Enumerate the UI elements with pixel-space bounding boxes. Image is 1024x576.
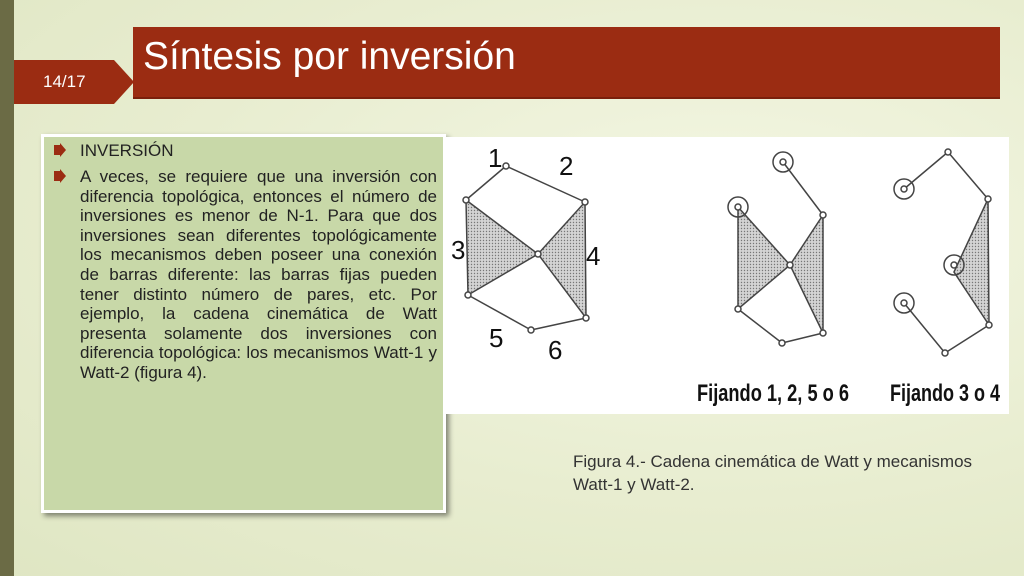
chain-label-5: 5 <box>489 323 504 353</box>
bullet-item <box>54 167 437 383</box>
title-bar <box>133 27 1000 99</box>
chain-label-4: 4 <box>586 241 601 271</box>
watt-2-mechanism <box>894 149 992 356</box>
bullet-heading: INVERSIÓN <box>80 141 174 160</box>
text-panel <box>41 134 446 513</box>
watt-1-mechanism <box>728 152 826 346</box>
slide-title: Síntesis por inversión <box>143 35 516 78</box>
slide-number: 14/17 <box>43 72 86 91</box>
watt-chain <box>463 163 589 333</box>
chain-label-1: 1 <box>488 143 503 173</box>
arrow-bullet-icon <box>54 143 66 157</box>
label-fix-3-4: Fijando 3 o 4 <box>890 380 1001 407</box>
slide-number-badge <box>14 60 134 104</box>
chain-label-3: 3 <box>451 235 466 265</box>
chain-label-6: 6 <box>548 335 563 365</box>
mechanism-diagram <box>443 137 1009 414</box>
figure-watt-chain <box>443 137 1009 414</box>
figure-caption: Figura 4.- Cadena cinemática de Watt y mecanismos Watt-1 y Watt-2. <box>573 452 973 494</box>
arrow-bullet-icon <box>54 169 66 183</box>
chain-label-2: 2 <box>559 151 574 181</box>
label-fix-1-2-5-6: Fijando 1, 2, 5 o 6 <box>697 380 849 407</box>
bullet-paragraph: A veces, se requiere que una inversión con diferencia topológica, entonces el número de inversiones es menor de N-1. Para que dos inversiones sean diferentes topológicamente los mecanismos deben poseer una conexión de barras diferente: las barras fijas pueden tener distinto número de pares, etc. Por ejemplo, la cadena cinemática de Watt presenta solamente dos inversiones con diferencia topológica: los mecanismos Watt-1 y Watt-2 (figura 4). <box>80 167 437 382</box>
left-accent-strip <box>0 0 14 576</box>
